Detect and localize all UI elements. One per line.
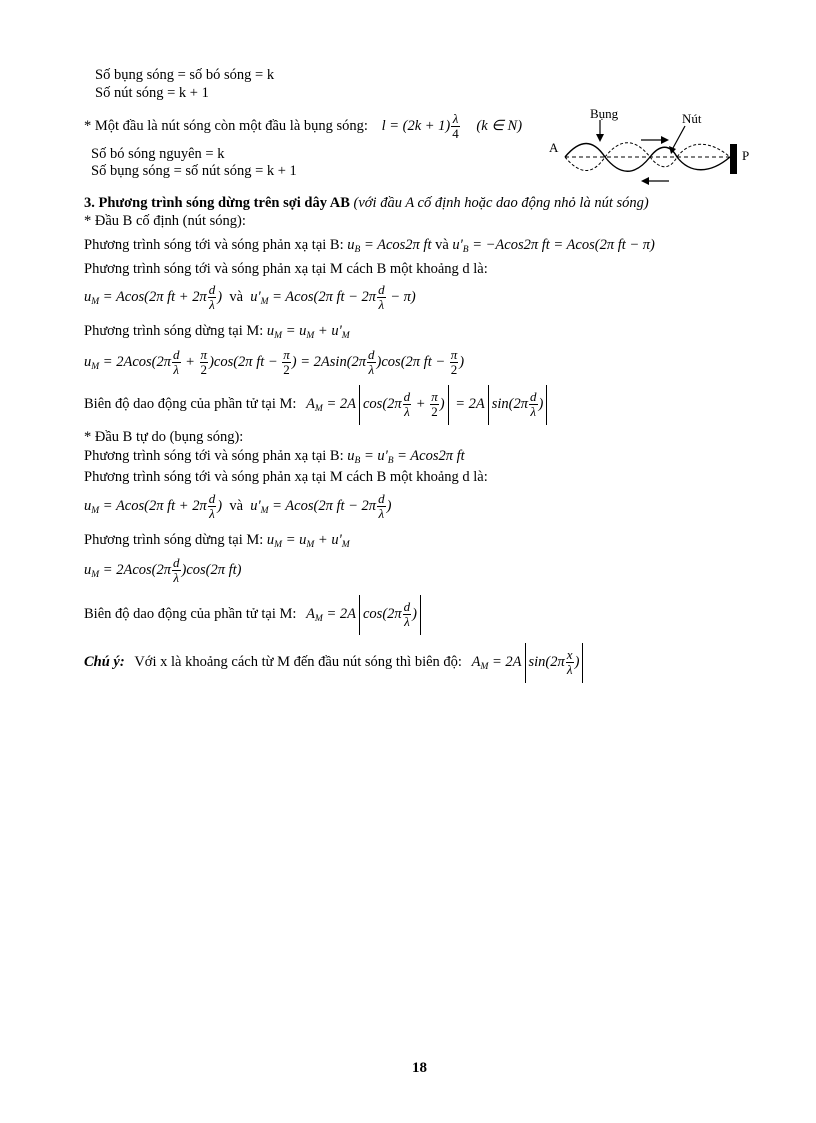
free-eq-M-intro: Phương trình sóng tới và sóng phản xạ tại M cách B một khoảng d là: [84, 469, 488, 485]
note-label: Chú ý: [84, 654, 125, 670]
count-antinodes-line: Số bụng sóng = số bó sóng = k [95, 67, 275, 83]
free-eq-M: $u_M = Acos(2\pi$ ft + 2π $\frac{d}{\lambda}$ ) và $u'_M = Acos(2\pi$ ft − 2π $\frac{d}{\lambda}$ ) [84, 491, 392, 522]
free-end-heading: * Đầu B tự do (bụng sóng): [84, 429, 244, 445]
count-loops-line: Số bó sóng nguyên = k [91, 146, 225, 162]
count-nodes-line: Số nút sóng = k + 1 [95, 85, 209, 101]
half-node-half-antinode-line [84, 112, 522, 141]
wave-svg [545, 104, 760, 190]
condition-text: * Một đầu là nút sóng còn một đầu là bụng sóng: [84, 117, 368, 134]
note-line: Chú ý: Với x là khoảng cách từ M đến đầu nút sóng thì biên độ: $A_M = 2A$ sin(2π $\frac{x}{\lambda}$ ) [84, 642, 586, 687]
fixed-eq-B: Phương trình sóng tới và sóng phản xạ tại B: $u_B = Acos2\pi$ ft và $u'_B = -Acos2\pi$ ft = Acos(2π ft − π) [84, 237, 655, 255]
nut-label: Nút [682, 111, 702, 126]
fixed-standing-eq: $u_M = 2Acos(2\pi$ $\frac{d}{\lambda}$ + $\frac{\pi}{2}$ )cos(2π ft − $\frac{\pi}{2}$ ) = 2Asin(2π $\frac{d}{\lambda}$ )cos(2π ft − $\frac{\pi}{2}$ ) [84, 347, 465, 378]
free-standing-eq: $u_M = 2Acos(2\pi$ $\frac{d}{\lambda}$ )cos(2π ft) [84, 555, 242, 586]
a-label: A [549, 140, 559, 155]
fixed-eq-M: $u_M = Acos(2\pi$ ft + 2π $\frac{d}{\lambda}$ ) và $u'_M = Acos(2\pi$ ft − 2π $\frac{d}{\lambda}$ − π) [84, 282, 416, 313]
count-equal-line: Số bụng sóng = số nút sóng = k + 1 [91, 163, 297, 179]
free-standing-intro: Phương trình sóng dừng tại M: $u_M = u_M + u'_M$ [84, 532, 350, 550]
k-condition: (k ∈ N) [476, 117, 523, 134]
length-formula: l = (2k + 1) $\frac{\lambda}{4}$ [381, 111, 459, 141]
bung-label: Bụng [590, 106, 619, 121]
free-eq-B: Phương trình sóng tới và sóng phản xạ tại B: $u_B = u'_B = Acos2\pi$ ft [84, 448, 465, 466]
free-amplitude: Biên độ dao động của phần tử tại M: $A_M = 2A$ cos(2π $\frac{d}{\lambda}$ ) [84, 594, 424, 639]
nut-arrow [673, 126, 685, 148]
wall-block [730, 144, 737, 174]
fixed-standing-intro: Phương trình sóng dừng tại M: $u_M = u_M + u'_M$ [84, 323, 350, 341]
fixed-amplitude: Biên độ dao động của phần tử tại M: $A_M = 2A$ cos(2π $\frac{d}{\lambda}$ + $\frac{\pi}{2}$ ) = 2A sin(2π $\frac{d}{\lambda}$ ) [84, 384, 550, 429]
standing-wave-diagram [545, 104, 760, 190]
note-text: Với x là khoảng cách từ M đến đầu nút sóng thì biên độ: [134, 654, 462, 670]
section-note: (với đầu A cố định hoặc dao động nhỏ là nút sóng) [353, 195, 649, 211]
section-heading [84, 194, 649, 212]
section-title: 3. Phương trình sóng dừng trên sợi dây AB [84, 195, 350, 211]
fixed-eq-M-intro: Phương trình sóng tới và sóng phản xạ tại M cách B một khoảng d là: [84, 261, 488, 277]
bung-arrow-head [596, 134, 604, 142]
right-arrow-head [661, 136, 669, 144]
left-arrow-head [641, 177, 649, 185]
page-number: 18 [412, 1060, 427, 1076]
p-label: P [742, 148, 750, 163]
fixed-end-heading: * Đầu B cố định (nút sóng): [84, 213, 246, 229]
